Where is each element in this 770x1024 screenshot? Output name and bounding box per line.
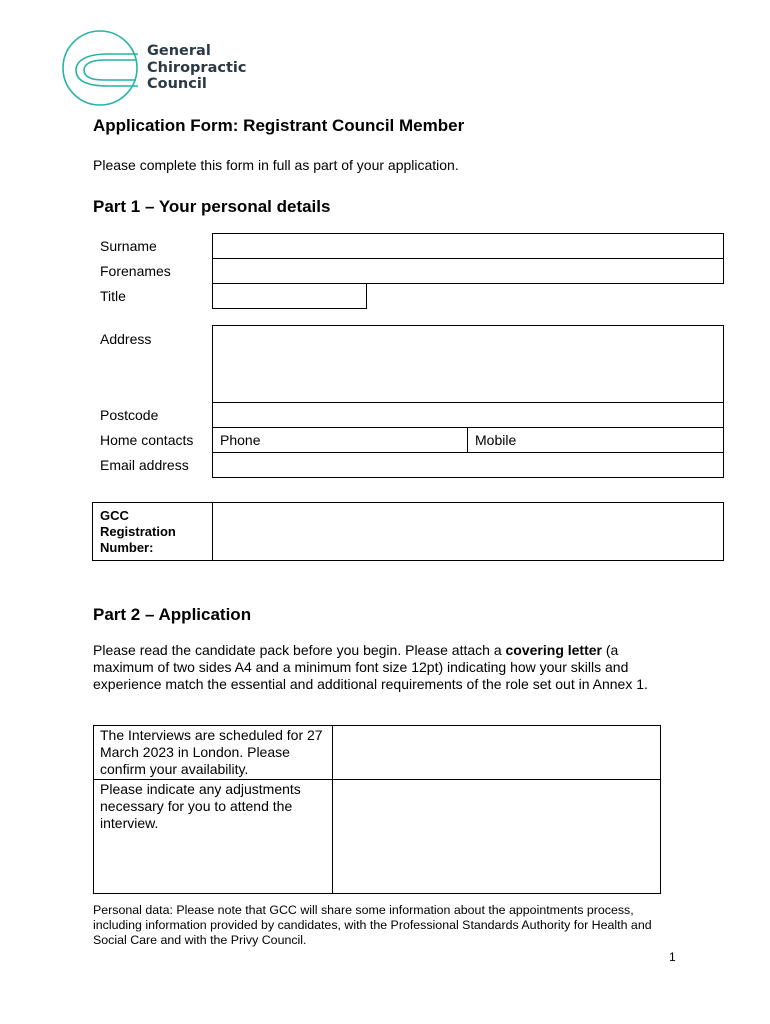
- logo-line-chiropractic: Chiropractic: [147, 59, 247, 76]
- interview-info-cell: The Interviews are scheduled for 27 March 2023 in London. Please confirm your availability.: [94, 726, 333, 780]
- availability-field[interactable]: [333, 726, 661, 780]
- part2-heading: Part 2 – Application: [93, 605, 252, 624]
- part2-instructions-end: (a maximum of two sides A4 and a minimum font size 12pt) indicating how your skills and experience match the essential and additional requirements of the role set out in Annex 1.: [93, 642, 648, 692]
- logo-line-general: General: [147, 43, 211, 59]
- logo-line-council: Council: [147, 76, 207, 92]
- surname-label: Surname: [100, 238, 157, 254]
- interview-table: [93, 725, 661, 894]
- part2-instructions: [93, 642, 673, 693]
- title-label: Title: [100, 288, 126, 304]
- gcc-label-line2: Registration: [100, 524, 176, 539]
- adjustments-info-cell: Please indicate any adjustments necessary for you to attend the interview.: [94, 780, 333, 894]
- mobile-field[interactable]: [467, 427, 724, 453]
- home-contacts-label: Home contacts: [100, 432, 194, 448]
- postcode-label: Postcode: [100, 407, 159, 423]
- postcode-field[interactable]: [212, 402, 724, 428]
- part2-instructions-start: Please read the candidate pack before you begin. Please attach a: [93, 642, 506, 658]
- address-field[interactable]: [212, 325, 724, 403]
- logo-wordmark: [147, 43, 246, 93]
- gcc-registration-label-cell: [92, 502, 213, 561]
- page-number: 1: [669, 950, 676, 964]
- forenames-field[interactable]: [212, 258, 724, 284]
- title-field[interactable]: [212, 283, 367, 309]
- adjustments-field[interactable]: [333, 780, 661, 894]
- table-row: [94, 726, 661, 780]
- forenames-label: Forenames: [100, 263, 171, 279]
- mobile-label: Mobile: [475, 432, 517, 448]
- phone-field[interactable]: [212, 427, 468, 453]
- email-field[interactable]: [212, 452, 724, 478]
- personal-data-note: Personal data: Please note that GCC will share some information about the appointments process, including information provided by candidates, with the Professional Standards Authority for Health and Social Care and with the Privy Council.: [93, 903, 652, 947]
- table-row: [94, 780, 661, 894]
- surname-field[interactable]: [212, 233, 724, 259]
- intro-text: Please complete this form in full as part of your application.: [93, 157, 459, 173]
- page-title: Application Form: Registrant Council Member: [93, 116, 465, 135]
- email-label: Email address: [100, 457, 189, 473]
- part1-heading: Part 1 – Your personal details: [93, 197, 331, 216]
- gcc-registration-field[interactable]: [212, 502, 724, 561]
- gcc-label-line1: GCC: [100, 508, 129, 523]
- gcc-label-line3: Number:: [100, 540, 154, 555]
- covering-letter-emphasis: covering letter: [505, 642, 602, 658]
- phone-label: Phone: [220, 432, 261, 448]
- address-label: Address: [100, 331, 152, 347]
